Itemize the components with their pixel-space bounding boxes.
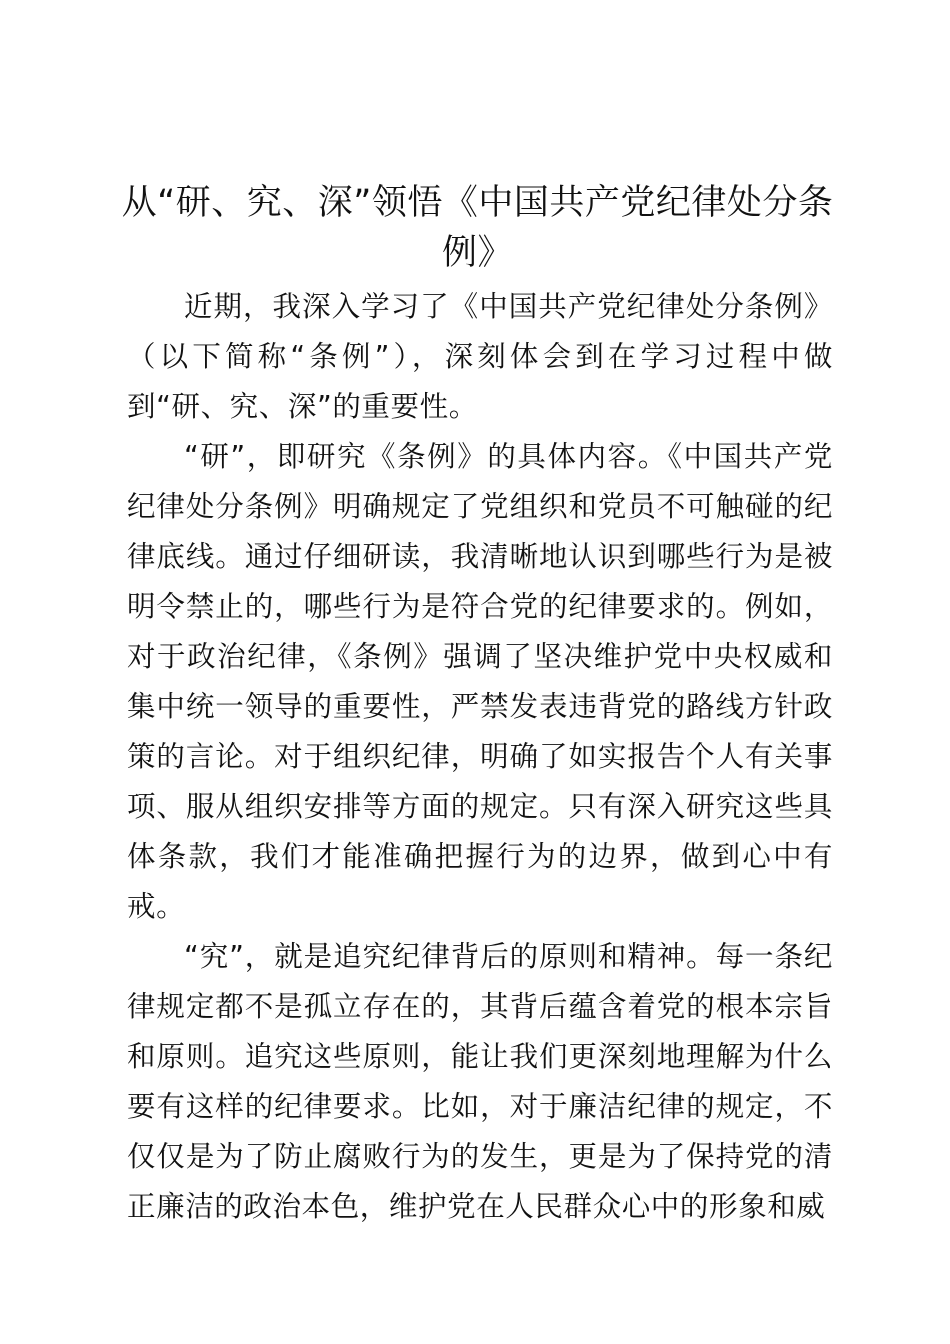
paragraph-yan: “研”，即研究《条例》的具体内容。《中国共产党纪律处分条例》明确规定了党组织和党员不可触碰的纪律底线。通过仔细研读，我清晰地认识到哪些行为是被明令禁止的，哪些行为是符合党的纪律要求的。例如，对于政治纪律，《条例》强调了坚决维护党中央权威和集中统一领导的重要性，严禁发表违背党的路线方针政策的言论。对于组织纪律，明确了如实报告个人有关事项、服从组织安排等方面的规定。只有深入研究这些具体条款，我们才能准确把握行为的边界，做到心中有戒。 [127, 440, 833, 923]
document-title: 从“研、究、深”领悟《中国共产党纪律处分条例》 [121, 183, 834, 273]
paragraph-intro: 近期，我深入学习了《中国共产党纪律处分条例》（以下简称“条例”），深刻体会到在学习过程中做到“研、究、深”的重要性。 [127, 290, 833, 423]
paragraph-jiu: “究”，就是追究纪律背后的原则和精神。每一条纪律规定都不是孤立存在的，其背后蕴含着党的根本宗旨和原则。追究这些原则，能让我们更深刻地理解为什么要有这样的纪律要求。比如，对于廉洁纪律的规定，不仅仅是为了防止腐败行为的发生，更是为了保持党的清正廉洁的政治本色，维护党在人民群众心中的形象和威 [127, 940, 833, 1223]
document-body [127, 282, 833, 1232]
